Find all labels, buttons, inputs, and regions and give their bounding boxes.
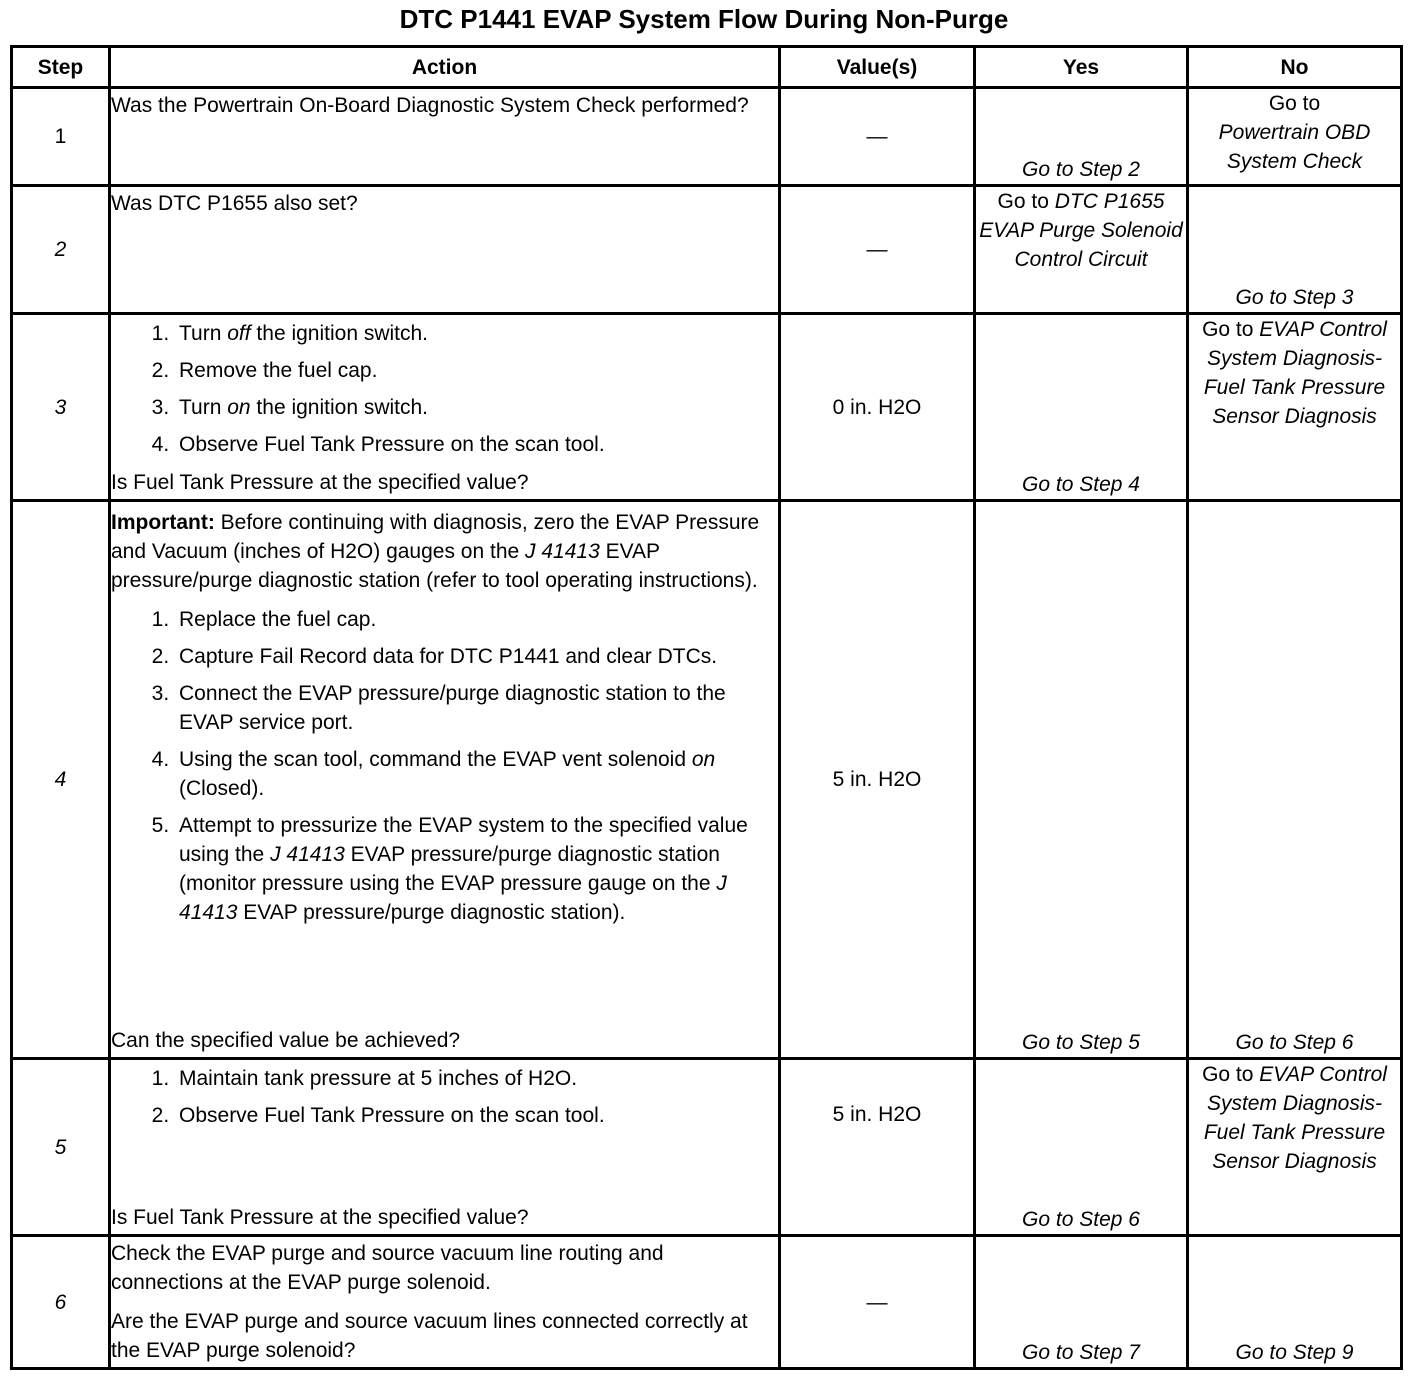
important-note: Important: Before continuing with diagnosis, zero the EVAP Pressure and Vacuum (inches of H2O) gauges on the J 41413 EVAP pressure/purge diagnostic station (refer to tool operating instructions). — [111, 511, 760, 592]
no-prefix: Go to — [1268, 92, 1321, 115]
yes-cell — [975, 501, 1188, 1059]
list-item: 2. Observe Fuel Tank Pressure on the scan tool. — [175, 1101, 778, 1130]
list-item: 1. Turn off the ignition switch. — [175, 319, 778, 348]
no-link[interactable]: EVAP Control System Diagnosis- Fuel Tank Pressure Sensor Diagnosis — [1203, 1063, 1387, 1173]
action-question: Can the specified value be achieved? — [111, 1029, 461, 1052]
table-row — [12, 186, 1402, 314]
no-prefix: Go to — [1202, 1063, 1254, 1086]
step-number: 2 — [12, 186, 110, 314]
no-cell — [1188, 501, 1402, 1059]
yes-link[interactable]: Go to Step 2 — [1022, 158, 1140, 181]
diagnostic-table — [10, 45, 1403, 1370]
action-question: Was DTC P1655 also set? — [111, 192, 358, 215]
no-cell — [1188, 88, 1402, 186]
important-label: Important: — [111, 511, 215, 534]
table-header-row — [12, 47, 1402, 88]
step-number: 1 — [12, 88, 110, 186]
header-action: Action — [110, 47, 780, 88]
list-item: 4. Observe Fuel Tank Pressure on the scan tool. — [175, 430, 778, 459]
yes-cell — [975, 1236, 1188, 1369]
no-prefix: Go to — [1202, 318, 1254, 341]
action-cell — [110, 1059, 780, 1236]
action-question: Are the EVAP purge and source vacuum lines connected correctly at the EVAP purge solenoid? — [111, 1310, 748, 1362]
yes-link[interactable]: Go to Step 7 — [1022, 1341, 1140, 1364]
yes-cell — [975, 88, 1188, 186]
list-item: 5. Attempt to pressurize the EVAP system to the specified value using the J 41413 EVAP pressure/purge diagnostic station (monitor pressure using the EVAP pressure gauge on the J 41413 EVAP pressure/purge diagnostic station). — [175, 811, 778, 927]
value-cell: 5 in. H2O — [780, 501, 975, 1059]
action-cell — [110, 186, 780, 314]
action-question: Is Fuel Tank Pressure at the specified value? — [111, 1206, 529, 1229]
no-link[interactable]: Go to Step 9 — [1235, 1341, 1354, 1364]
header-step: Step — [12, 47, 110, 88]
step-number: 6 — [12, 1236, 110, 1369]
value-cell: — — [780, 88, 975, 186]
table-row — [12, 1236, 1402, 1369]
yes-cell — [975, 186, 1188, 314]
value-cell: — — [780, 1236, 975, 1369]
no-link[interactable]: EVAP Control System Diagnosis- Fuel Tank Pressure Sensor Diagnosis — [1203, 318, 1387, 428]
action-question: Was the Powertrain On-Board Diagnostic System Check performed? — [111, 94, 749, 117]
yes-link[interactable]: DTC P1655 EVAP Purge Solenoid Control Circuit — [979, 190, 1183, 271]
no-cell — [1188, 186, 1402, 314]
table-row — [12, 1059, 1402, 1236]
yes-cell — [975, 314, 1188, 501]
value-cell: 0 in. H2O — [780, 314, 975, 501]
action-cell — [110, 88, 780, 186]
action-cell — [110, 501, 780, 1059]
list-item: 1. Maintain tank pressure at 5 inches of H2O. — [175, 1064, 778, 1093]
step-number: 5 — [12, 1059, 110, 1236]
table-row — [12, 501, 1402, 1059]
list-item: 2. Capture Fail Record data for DTC P1441 and clear DTCs. — [175, 642, 778, 671]
no-cell — [1188, 1059, 1402, 1236]
yes-prefix: Go to — [997, 190, 1049, 213]
table-row — [12, 314, 1402, 501]
step-number: 4 — [12, 501, 110, 1059]
list-item: 3. Turn on the ignition switch. — [175, 393, 778, 422]
list-item: 1. Replace the fuel cap. — [175, 605, 778, 634]
header-no: No — [1188, 47, 1402, 88]
table-row — [12, 88, 1402, 186]
list-item: 3. Connect the EVAP pressure/purge diagnostic station to the EVAP service port. — [175, 679, 778, 737]
header-values: Value(s) — [780, 47, 975, 88]
action-instruction: Check the EVAP purge and source vacuum line routing and connections at the EVAP purge solenoid. — [111, 1242, 664, 1294]
no-link[interactable]: Powertrain OBD System Check — [1218, 121, 1371, 173]
value-cell: 5 in. H2O — [780, 1059, 975, 1236]
action-cell — [110, 1236, 780, 1369]
page-title: DTC P1441 EVAP System Flow During Non-Purge — [399, 4, 1009, 34]
yes-link[interactable]: Go to Step 6 — [1022, 1208, 1140, 1231]
header-yes: Yes — [975, 47, 1188, 88]
yes-link[interactable]: Go to Step 5 — [1022, 1031, 1140, 1054]
list-item: 4. Using the scan tool, command the EVAP vent solenoid on (Closed). — [175, 745, 778, 803]
no-link[interactable]: Go to Step 6 — [1235, 1031, 1354, 1054]
no-cell — [1188, 314, 1402, 501]
action-cell — [110, 314, 780, 501]
no-cell — [1188, 1236, 1402, 1369]
yes-link[interactable]: Go to Step 4 — [1022, 473, 1140, 496]
no-link[interactable]: Go to Step 3 — [1235, 286, 1354, 309]
yes-cell — [975, 1059, 1188, 1236]
list-item: 2. Remove the fuel cap. — [175, 356, 778, 385]
action-question: Is Fuel Tank Pressure at the specified value? — [111, 471, 529, 494]
value-cell: — — [780, 186, 975, 314]
step-number: 3 — [12, 314, 110, 501]
